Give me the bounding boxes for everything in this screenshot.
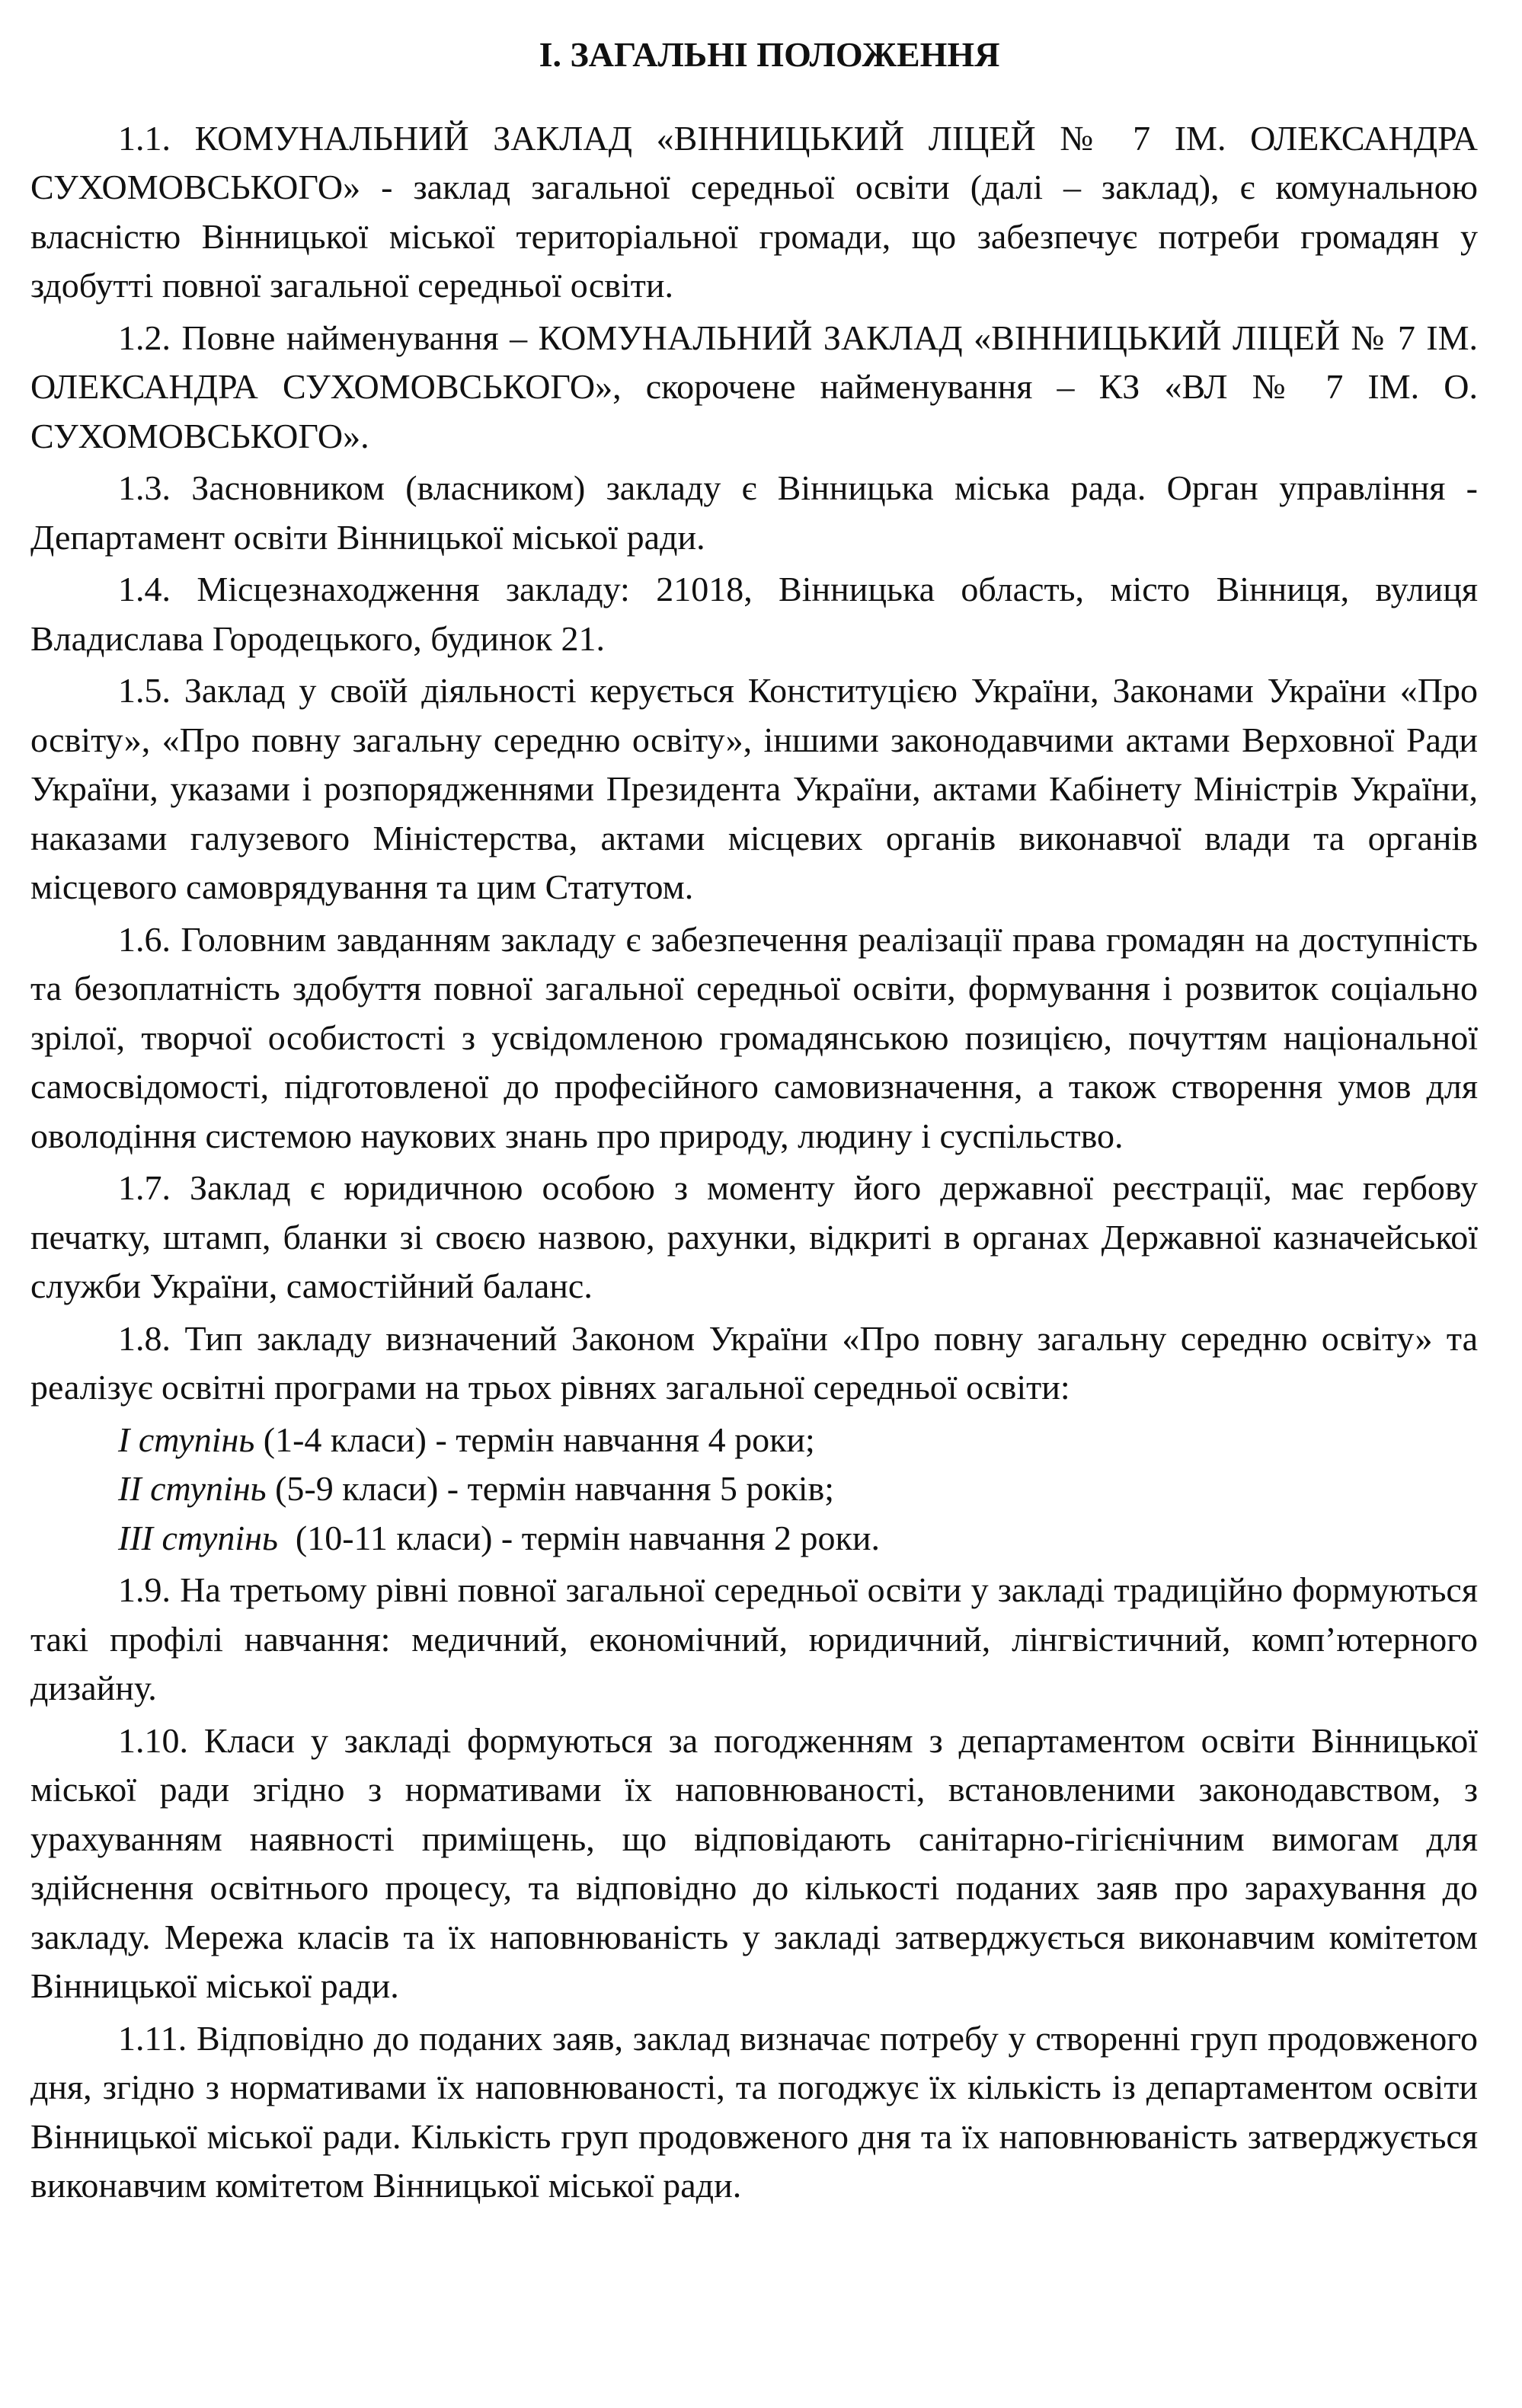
level-term: ІІІ ступінь <box>118 1518 278 1557</box>
document-page <box>30 30 1478 2214</box>
paragraph-1-9: 1.9. На третьому рівні повної загальної середньої освіти у закладі традиційно формуються такі профілі навчання: медичний, економічний, юридичний, лінгвістичний, комп’ютерного дизайну. <box>30 1570 1478 1707</box>
education-level-3 <box>30 1514 1478 1563</box>
paragraph-1-11: 1.11. Відповідно до поданих заяв, заклад визначає потребу у створенні груп продовженого дня, згідно з нормативами їх наповнюваності, та погоджує їх кількість із департаментом освіти Вінницької міської ради. Кількість груп продовженого дня та їх наповнюваність затверджується виконавчим комітетом Вінницької міської ради. <box>30 2018 1478 2205</box>
paragraph-1-1: 1.1. КОМУНАЛЬНИЙ ЗАКЛАД «ВІННИЦЬКИЙ ЛІЦЕЙ № 7 ІМ. ОЛЕКСАНДРА СУХОМОВСЬКОГО» - заклад загальної середньої освіти (далі – заклад), є комунальною власністю Вінницької міської територіальної громади, що забезпечує потреби громадян у здобутті повної загальної середньої освіти. <box>30 118 1478 305</box>
paragraph-1-7: 1.7. Заклад є юридичною особою з моменту його державної реєстрації, має гербову печатку, штамп, бланки зі своєю назвою, рахунки, відкриті в органах Державної казначейської служби України, самостійний баланс. <box>30 1168 1478 1305</box>
education-level-2 <box>30 1464 1478 1514</box>
paragraph-1-4: 1.4. Місцезнаходження закладу: 21018, Вінницька область, місто Вінниця, вулиця Владислава Городецького, будинок 21. <box>30 570 1478 658</box>
paragraph-1-5: 1.5. Заклад у своїй діяльності керується Конституцією України, Законами України «Про освіту», «Про повну загальну середню освіту», іншими законодавчими актами Верховної Ради України, указами і розпорядженнями Президента України, актами Кабінету Міністрів України, наказами галузевого Міністерства, актами місцевих органів виконавчої влади та органів місцевого самоврядування та цим Статутом. <box>30 671 1478 906</box>
paragraph-1-10: 1.10. Класи у закладі формуються за погодженням з департаментом освіти Вінницької міської ради згідно з нормативами їх наповнюваності, встановленими законодавством, з урахуванням наявності приміщень, що відповідають санітарно-гігієнічним вимогам для здійснення освітнього процесу, та відповідно до кількості поданих заяв про зарахування до закладу. Мережа класів та їх наповнюваність у закладі затверджується виконавчим комітетом Вінницької міської ради. <box>30 1720 1478 2005</box>
section-heading: І. ЗАГАЛЬНІ ПОЛОЖЕННЯ <box>539 35 1000 74</box>
level-detail: (10-11 класи) - термін навчання 2 роки. <box>277 1518 880 1557</box>
level-detail: (1-4 класи) - термін навчання 4 роки; <box>254 1420 815 1459</box>
paragraph-1-3: 1.3. Засновником (власником) закладу є Вінницька міська рада. Орган управління - Департамент освіти Вінницької міської ради. <box>30 468 1478 557</box>
level-term: ІІ ступінь <box>118 1469 267 1508</box>
level-term: І ступінь <box>118 1420 255 1459</box>
paragraph-1-6: 1.6. Головним завданням закладу є забезпечення реалізації права громадян на доступність та безоплатність здобуття повної загальної середньої освіти, формування і розвиток соціально зрілої, творчої особистості з усвідомленою громадянською позицією, почуттям національної самосвідомості, підготовленої до професійного самовизначення, а також створення умов для оволодіння системою наукових знань про природу, людину і суспільство. <box>30 919 1478 1155</box>
education-level-1 <box>30 1416 1478 1465</box>
paragraph-1-2: 1.2. Повне найменування – КОМУНАЛЬНИЙ ЗАКЛАД «ВІННИЦЬКИЙ ЛІЦЕЙ № 7 ІМ. ОЛЕКСАНДРА СУХОМОВСЬКОГО», скорочене найменування – КЗ «ВЛ № 7 ІМ. О. СУХОМОВСЬКОГО». <box>30 318 1478 455</box>
level-detail: (5-9 класи) - термін навчання 5 років; <box>266 1469 835 1508</box>
paragraph-1-8: 1.8. Тип закладу визначений Законом України «Про повну загальну середню освіту» та реалізує освітні програми на трьох рівнях загальної середньої освіти: <box>30 1318 1478 1407</box>
